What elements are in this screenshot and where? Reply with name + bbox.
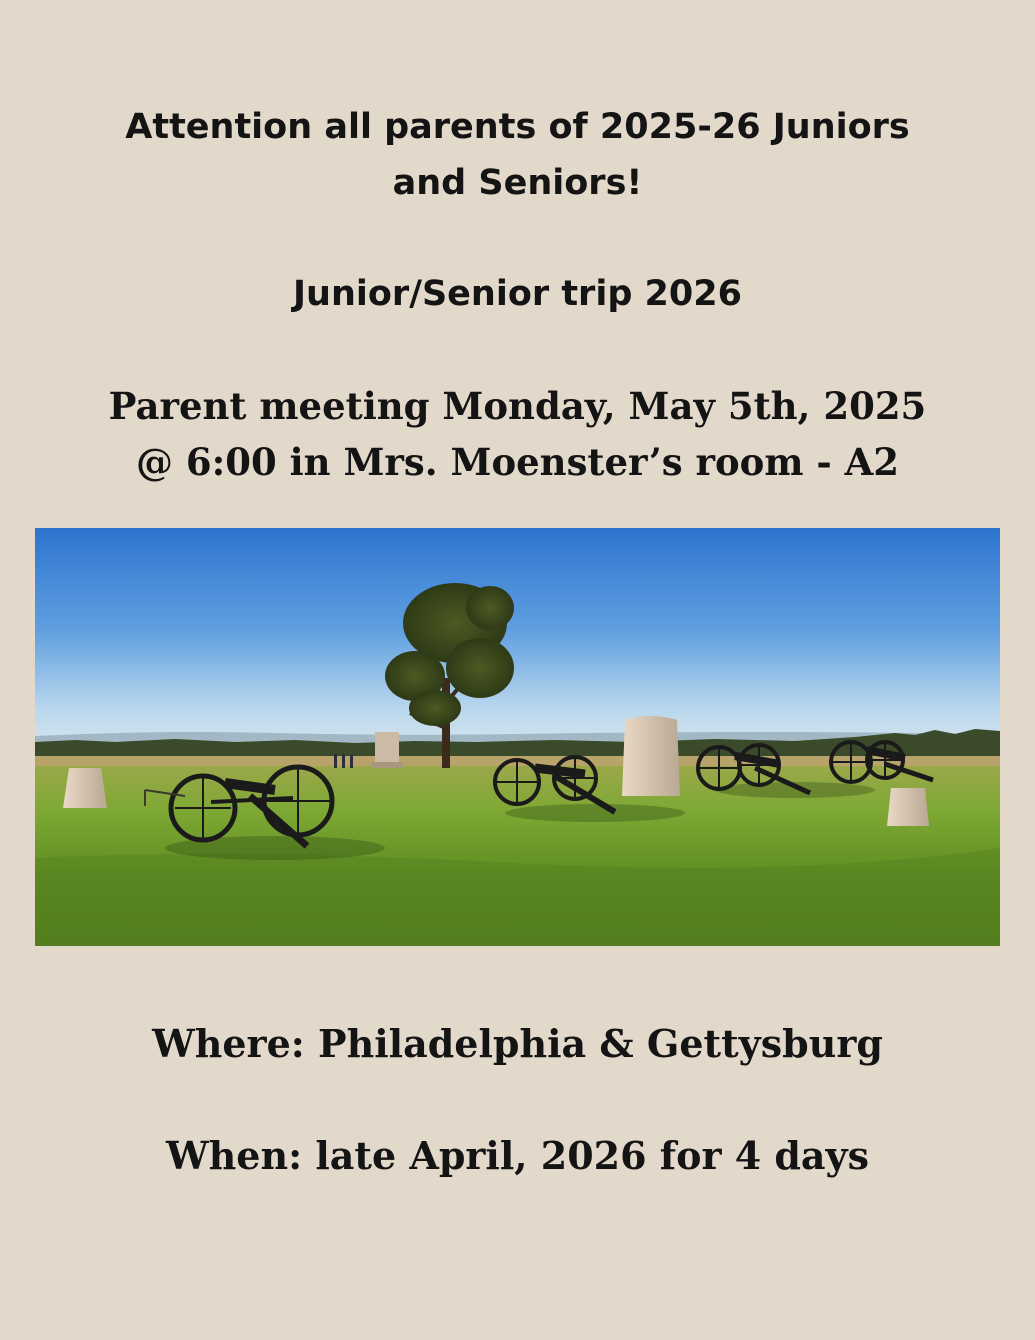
trip-dates: When: late April, 2026 for 4 days: [165, 1133, 870, 1178]
gettysburg-battlefield-photo: [35, 528, 1000, 946]
meeting-details: [0, 378, 1035, 490]
meeting-line-2: @ 6:00 in Mrs. Moenster’s room - A2: [135, 440, 900, 484]
headline-line-2: and Seniors!: [392, 163, 643, 203]
headline-line-1: Attention all parents of 2025-26 Juniors: [125, 107, 910, 147]
trip-title: Junior/Senior trip 2026: [293, 274, 742, 314]
meeting-line-1: Parent meeting Monday, May 5th, 2025: [108, 384, 927, 428]
headline: [0, 99, 1035, 211]
trip-location: Where: Philadelphia & Gettysburg: [152, 1021, 883, 1066]
